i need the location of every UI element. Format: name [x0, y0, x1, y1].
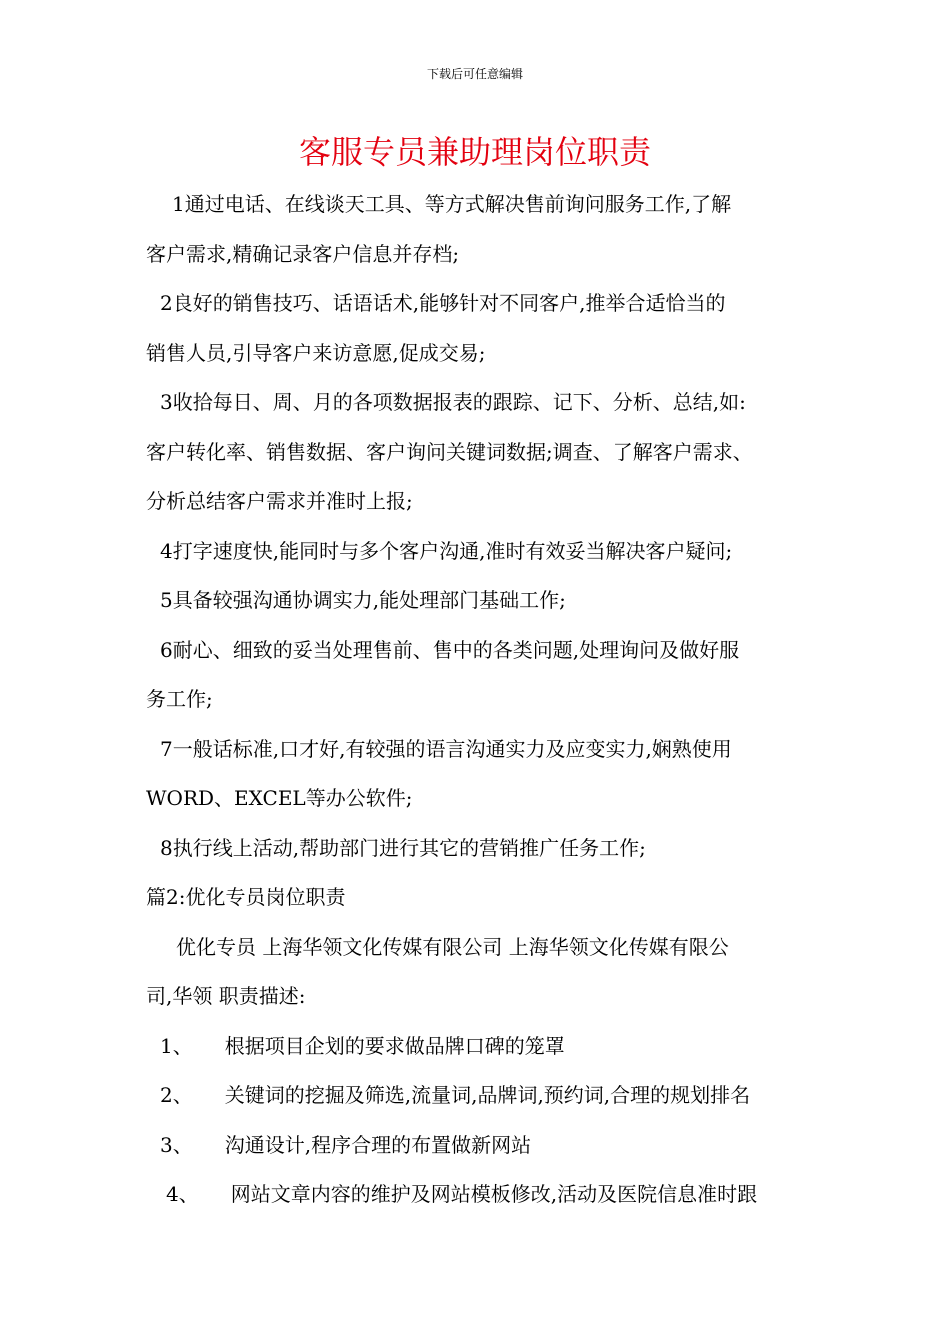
- paragraph-line: 务工作;: [146, 687, 213, 711]
- paragraph-line: 3收拾每日、周、月的各项数据报表的跟踪、记下、分析、总结,如:: [160, 390, 746, 414]
- paragraph-line: 客户转化率、销售数据、客户询问关键词数据;调查、了解客户需求、: [146, 439, 753, 464]
- paragraph-line: 销售人员,引导客户来访意愿,促成交易;: [146, 340, 486, 365]
- paragraph-line: 2良好的销售技巧、话语话术,能够针对不同客户,推举合适恰当的: [160, 291, 726, 315]
- header-note: 下载后可任意编辑: [426, 67, 523, 81]
- paragraph-line: 8执行线上活动,帮助部门进行其它的营销推广任务工作;: [160, 835, 646, 860]
- list-item: [146, 1022, 826, 1072]
- paragraph-line: WORD、EXCEL等办公软件;: [146, 786, 413, 810]
- list-item-text: 沟通设计,程序合理的布置做新网站: [224, 1132, 532, 1157]
- list-item-text: 网站文章内容的维护及网站模板修改,活动及医院信息准时跟: [230, 1182, 758, 1206]
- paragraph-line: 6耐心、细致的妥当处理售前、售中的各类问题,处理询问及做好服: [160, 637, 740, 662]
- list-item-number: 2、: [160, 1083, 193, 1107]
- list-item-number: 4、: [166, 1182, 199, 1206]
- paragraph-line: 司,华领 职责描述:: [146, 984, 306, 1008]
- list-item: [146, 1071, 826, 1121]
- paragraph-line: 5具备较强沟通协调实力,能处理部门基础工作;: [160, 588, 566, 612]
- list-item: [146, 1170, 826, 1220]
- paragraph-line: 客户需求,精确记录客户信息并存档;: [146, 241, 460, 266]
- list-item-text: 根据项目企划的要求做品牌口碑的笼罩: [224, 1033, 565, 1058]
- paragraph-line: 优化专员 上海华领文化传媒有限公司 上海华领文化传媒有限公: [176, 934, 729, 959]
- document-title: 客服专员兼助理岗位职责: [298, 133, 651, 171]
- list-item-number: 3、: [160, 1132, 193, 1157]
- paragraph-line: 分析总结客户需求并准时上报;: [146, 489, 413, 513]
- paragraph-line: 4打字速度快,能同时与多个客户沟通,准时有效妥当解决客户疑问;: [160, 538, 733, 563]
- list-item-number: 1、: [160, 1033, 193, 1058]
- paragraph-line: 1通过电话、在线谈天工具、等方式解决售前询问服务工作,了解: [172, 192, 732, 216]
- list-item-text: 关键词的挖掘及筛选,流量词,品牌词,预约词,合理的规划排名: [224, 1083, 751, 1107]
- list-item: [146, 1121, 826, 1171]
- paragraph-line: 7一般话标准,口才好,有较强的语言沟通实力及应变实力,娴熟使用: [160, 736, 732, 761]
- section-heading: 篇2:优化专员岗位职责: [146, 885, 346, 909]
- document-body: [146, 180, 826, 1220]
